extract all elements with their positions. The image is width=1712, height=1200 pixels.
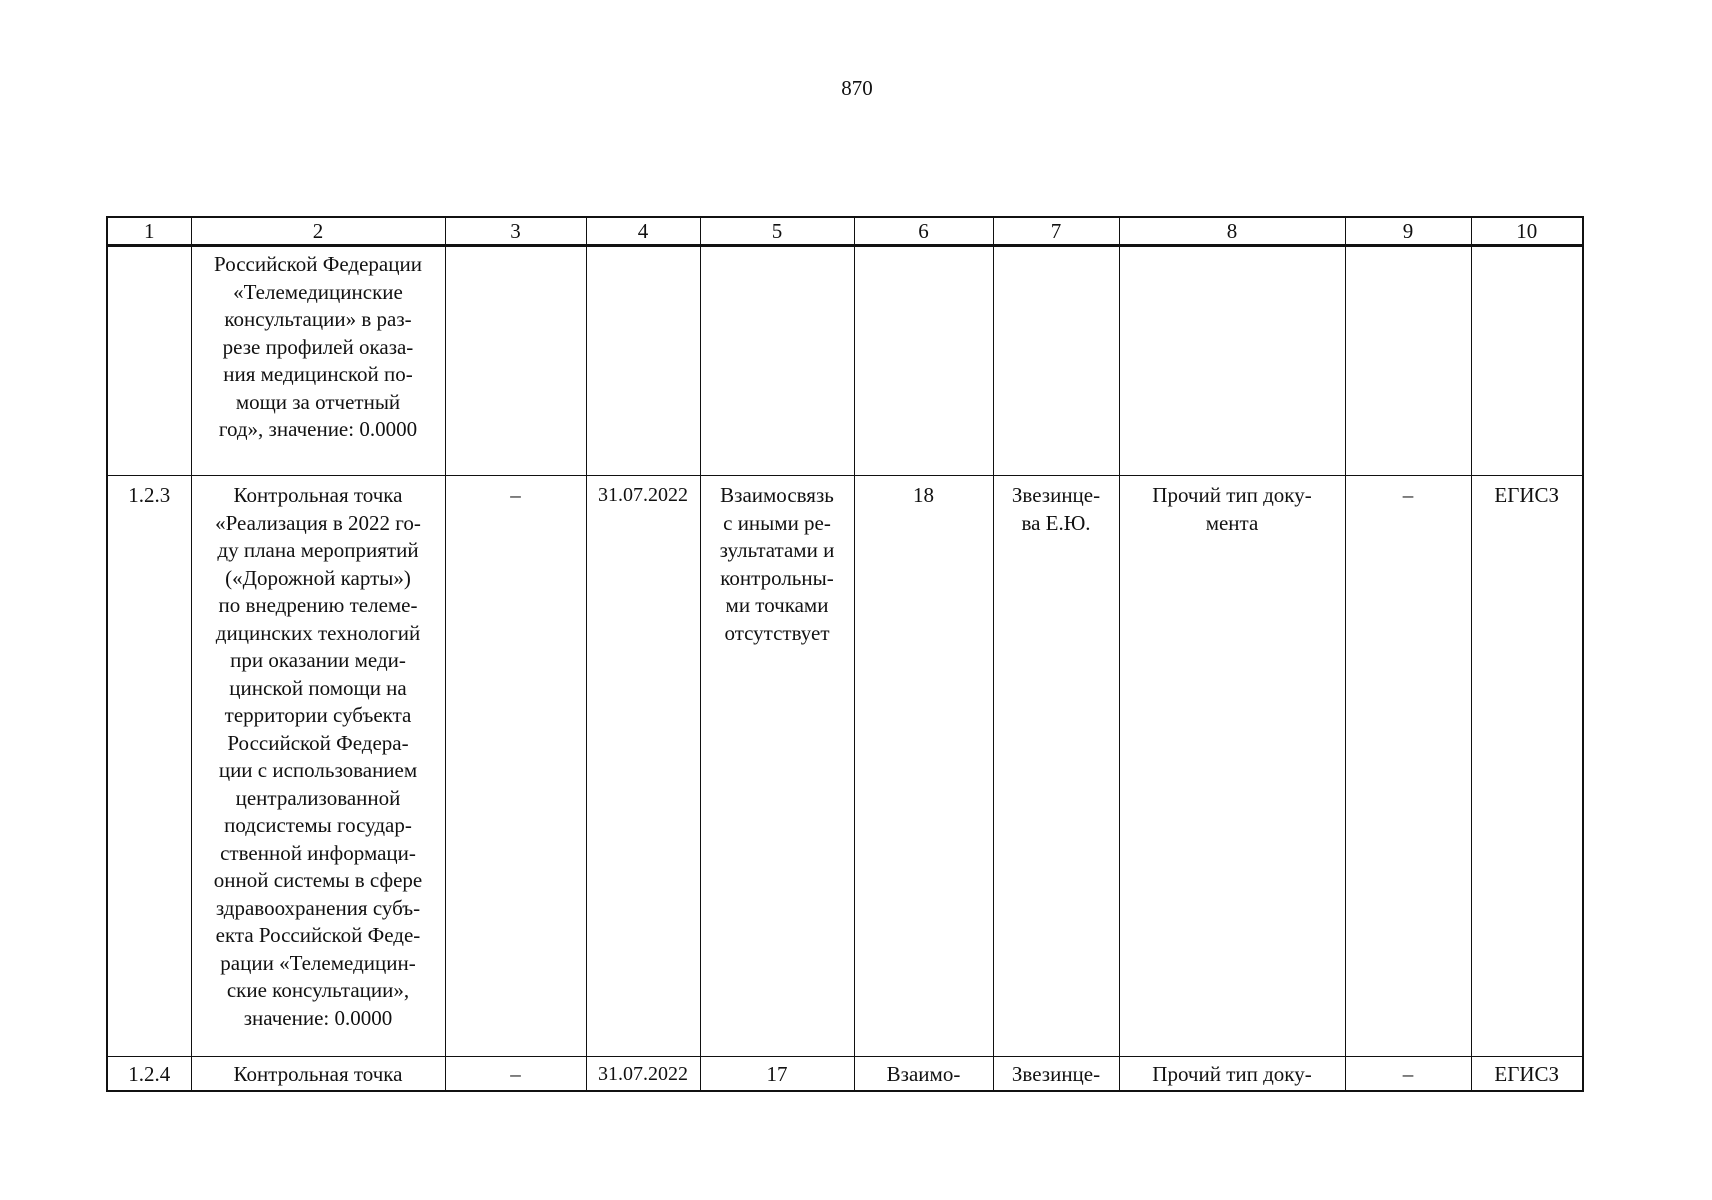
cell-text-line: с иными ре- — [723, 510, 831, 535]
column-3-cell — [445, 246, 586, 476]
cell-text-line: онной системы в сфере — [213, 868, 423, 892]
cell-text-line: по внедрению телеме- — [218, 593, 418, 617]
column-9-cell: – — [1345, 1057, 1471, 1092]
table-header-row — [107, 217, 1583, 246]
cell-text-line: централизованной — [235, 785, 401, 810]
description-cell — [191, 1057, 445, 1092]
relationship-cell — [700, 1057, 854, 1092]
date-cell: 31.07.2022 — [586, 476, 700, 1057]
cell-text-line: Российской Федерации — [214, 252, 422, 276]
responsible-person-cell — [993, 476, 1119, 1057]
cell-text-line: год», значение: 0.0000 — [218, 417, 418, 441]
date-cell — [586, 246, 700, 476]
item-number-cell: 1.2.4 — [107, 1057, 191, 1092]
cell-text-line: екта Российской Феде- — [215, 923, 421, 947]
cell-text-line: Звезинце- — [1011, 483, 1101, 507]
column-3-cell: – — [445, 1057, 586, 1092]
cell-text-line: мента — [1205, 510, 1259, 535]
column-number-cell: 4 — [586, 217, 700, 246]
description-cell — [191, 476, 445, 1057]
control-points-table — [106, 216, 1584, 1092]
column-number-cell: 7 — [993, 217, 1119, 246]
cell-text-line: Взаимосвязь — [720, 483, 834, 507]
item-number-cell — [107, 246, 191, 476]
cell-text-line: ния медицинской по- — [223, 362, 413, 386]
column-number-cell: 10 — [1471, 217, 1583, 246]
cell-text-line: ва Е.Ю. — [1021, 510, 1091, 535]
information-system-cell — [1471, 246, 1583, 476]
cell-text-line: Звезинце- — [1011, 1062, 1101, 1086]
cell-text-line: ские консультации», — [226, 978, 410, 1002]
control-points-table-wrapper — [106, 216, 1582, 1092]
cell-text-line: значение: 0.0000 — [243, 1005, 393, 1030]
cell-text-line: («Дорожной карты») — [225, 565, 411, 590]
column-number-cell: 1 — [107, 217, 191, 246]
column-6-cell: 18 — [854, 476, 993, 1057]
cell-text-line: 17 — [766, 1062, 788, 1086]
page-number: 870 — [841, 76, 873, 100]
relationship-cell — [700, 476, 854, 1057]
column-9-cell: – — [1345, 476, 1471, 1057]
cell-text-line: Контрольная точка — [233, 483, 403, 507]
responsible-person-cell — [993, 246, 1119, 476]
column-number-cell: 2 — [191, 217, 445, 246]
document-type-cell — [1119, 476, 1345, 1057]
cell-text-line: контрольны- — [720, 565, 834, 590]
document-type-cell — [1119, 246, 1345, 476]
column-number-cell: 8 — [1119, 217, 1345, 246]
date-cell: 31.07.2022 — [586, 1057, 700, 1092]
column-number-cell: 6 — [854, 217, 993, 246]
cell-text-line: отсутствует — [724, 620, 830, 645]
document-type-cell — [1119, 1057, 1345, 1092]
column-9-cell — [1345, 246, 1471, 476]
cell-text-line: резе профилей оказа- — [222, 334, 414, 359]
information-system-cell: ЕГИСЗ — [1471, 1057, 1583, 1092]
cell-text-line: ственной информаци- — [220, 840, 416, 865]
cell-text-line: ми точками — [725, 593, 829, 617]
cell-text-line: «Телемедицинские — [233, 279, 403, 304]
column-number-cell: 5 — [700, 217, 854, 246]
relationship-cell — [700, 246, 854, 476]
cell-text-line: подсистемы государ- — [224, 813, 412, 837]
cell-text-line: Прочий тип доку- — [1152, 1062, 1312, 1086]
column-number-cell: 9 — [1345, 217, 1471, 246]
cell-text-line: Российской Федера- — [227, 730, 409, 755]
cell-text-line: Прочий тип доку- — [1152, 483, 1312, 507]
table-row — [107, 476, 1583, 1057]
column-3-cell: – — [445, 476, 586, 1057]
table-row — [107, 246, 1583, 476]
column-number-cell: 3 — [445, 217, 586, 246]
table-row — [107, 1057, 1583, 1092]
cell-text-line: ду плана мероприятий — [217, 538, 419, 562]
description-cell — [191, 246, 445, 476]
cell-text-line: мощи за отчетный — [235, 389, 401, 414]
column-6-cell — [854, 246, 993, 476]
cell-text-line: при оказании меди- — [230, 648, 406, 672]
cell-text-line: дицинских технологий — [215, 620, 421, 645]
information-system-cell: ЕГИСЗ — [1471, 476, 1583, 1057]
responsible-person-cell — [993, 1057, 1119, 1092]
cell-text-line: здравоохранения субъ- — [215, 895, 421, 920]
cell-text-line: зультатами и — [719, 538, 835, 562]
cell-text-line: Контрольная точка — [233, 1062, 403, 1086]
cell-text-line: консультации» в раз- — [224, 307, 412, 331]
cell-text-line: цинской помощи на — [229, 675, 407, 700]
cell-text-line: «Реализация в 2022 го- — [215, 510, 421, 535]
cell-text-line: ции с использованием — [218, 758, 418, 782]
column-6-cell: Взаимо- — [854, 1057, 993, 1092]
cell-text-line: рации «Телемедицин- — [220, 950, 416, 975]
cell-text-line: территории субъекта — [224, 703, 412, 727]
item-number-cell: 1.2.3 — [107, 476, 191, 1057]
